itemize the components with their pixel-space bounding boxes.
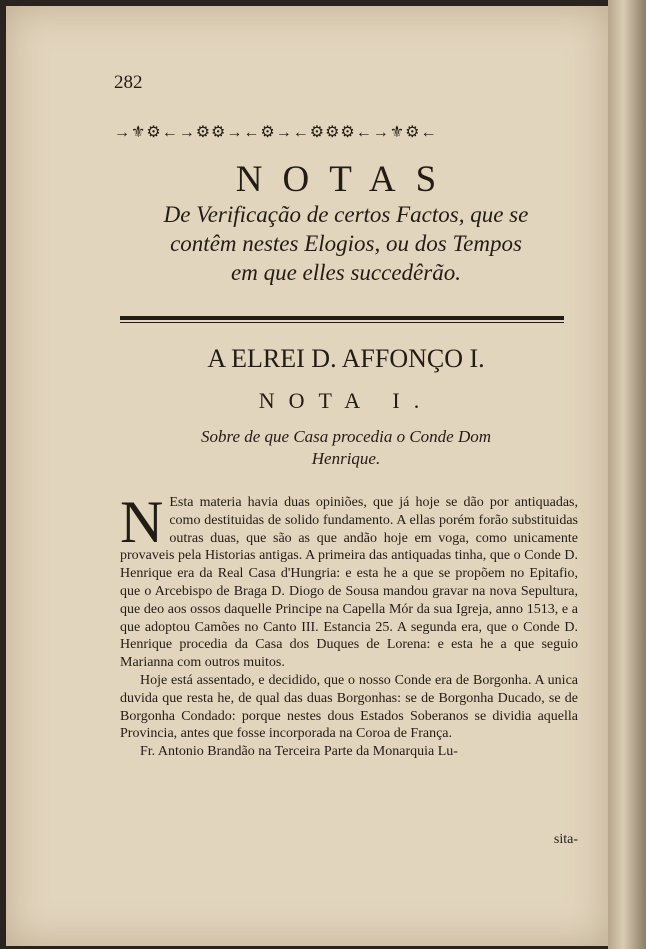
page-number: 282 xyxy=(114,72,143,93)
paragraph-1 xyxy=(120,489,578,672)
divider-rule-thick xyxy=(120,316,564,320)
book-spine-edge xyxy=(608,0,646,949)
subtitle-line: em que elles succedêrão. xyxy=(231,260,461,285)
ornament-band: →⚜⚙←→⚙⚙→←⚙→←⚙⚙⚙←→⚜⚙← xyxy=(114,124,438,141)
section-heading: A ELREI D. AFFONÇO I. xyxy=(207,344,485,373)
subtitle-line: De Verificação de certos Factos, que se xyxy=(163,202,529,227)
divider-rule-thin xyxy=(120,322,564,323)
nota-subtitle xyxy=(114,426,578,470)
nota-subtitle-line: Sobre de que Casa procedia o Conde Dom xyxy=(200,427,492,446)
paragraph-3: Fr. Antonio Brandão na Terceira Parte da Monarquia Lu- xyxy=(140,744,458,760)
paragraph-2: Hoje está assentado, e decidido, que o nosso Conde era de Borgonha. A unica duvida que resta he, de qual das duas Borgonhas: se de Borgonha Ducado, se de Borgonha Condado: porque nestes dous Estados Soberanos se dividia aquella Provincia, antes que fosse incorporada na Coroa de França. xyxy=(120,672,578,742)
page-title: NOTAS xyxy=(235,159,457,200)
nota-heading: NOTA I. xyxy=(258,388,434,413)
subtitle-line: contêm nestes Elogios, ou dos Tempos xyxy=(170,231,522,256)
catchword: sita- xyxy=(553,832,578,847)
paragraph-1-text: Esta materia havia duas opiniões, que já hoje se dão por antiquadas, como destituidas de solido fundamento. A ellas porém forão substituidas outras duas, que são as que andão hoje em voga, como unicamente provaveis pela Historias antigas. A primeira das antiquadas tinha, que o Conde D. Henrique era da Real Casa d'Hungria: e esta he a que se propõem no Epitafio, que o Arcebispo de Braga D. Diogo de Sousa mandou gravar na nova Sepultura, que deo aos ossos daquelle Principe na Capella Mór da sua Igreja, anno 1513, e a que adoptou Camões no Canto III. Estancia 25. A segunda era, que o Conde D. Henrique procedia da Casa dos Duques de Lorena: e esta he a que seguio Marianna com outros muitos. xyxy=(120,495,578,671)
book-page xyxy=(6,6,608,946)
nota-subtitle-line: Henrique. xyxy=(311,449,381,468)
drop-cap: N xyxy=(120,489,164,555)
page-subtitle xyxy=(114,200,578,287)
body-text xyxy=(120,489,578,761)
